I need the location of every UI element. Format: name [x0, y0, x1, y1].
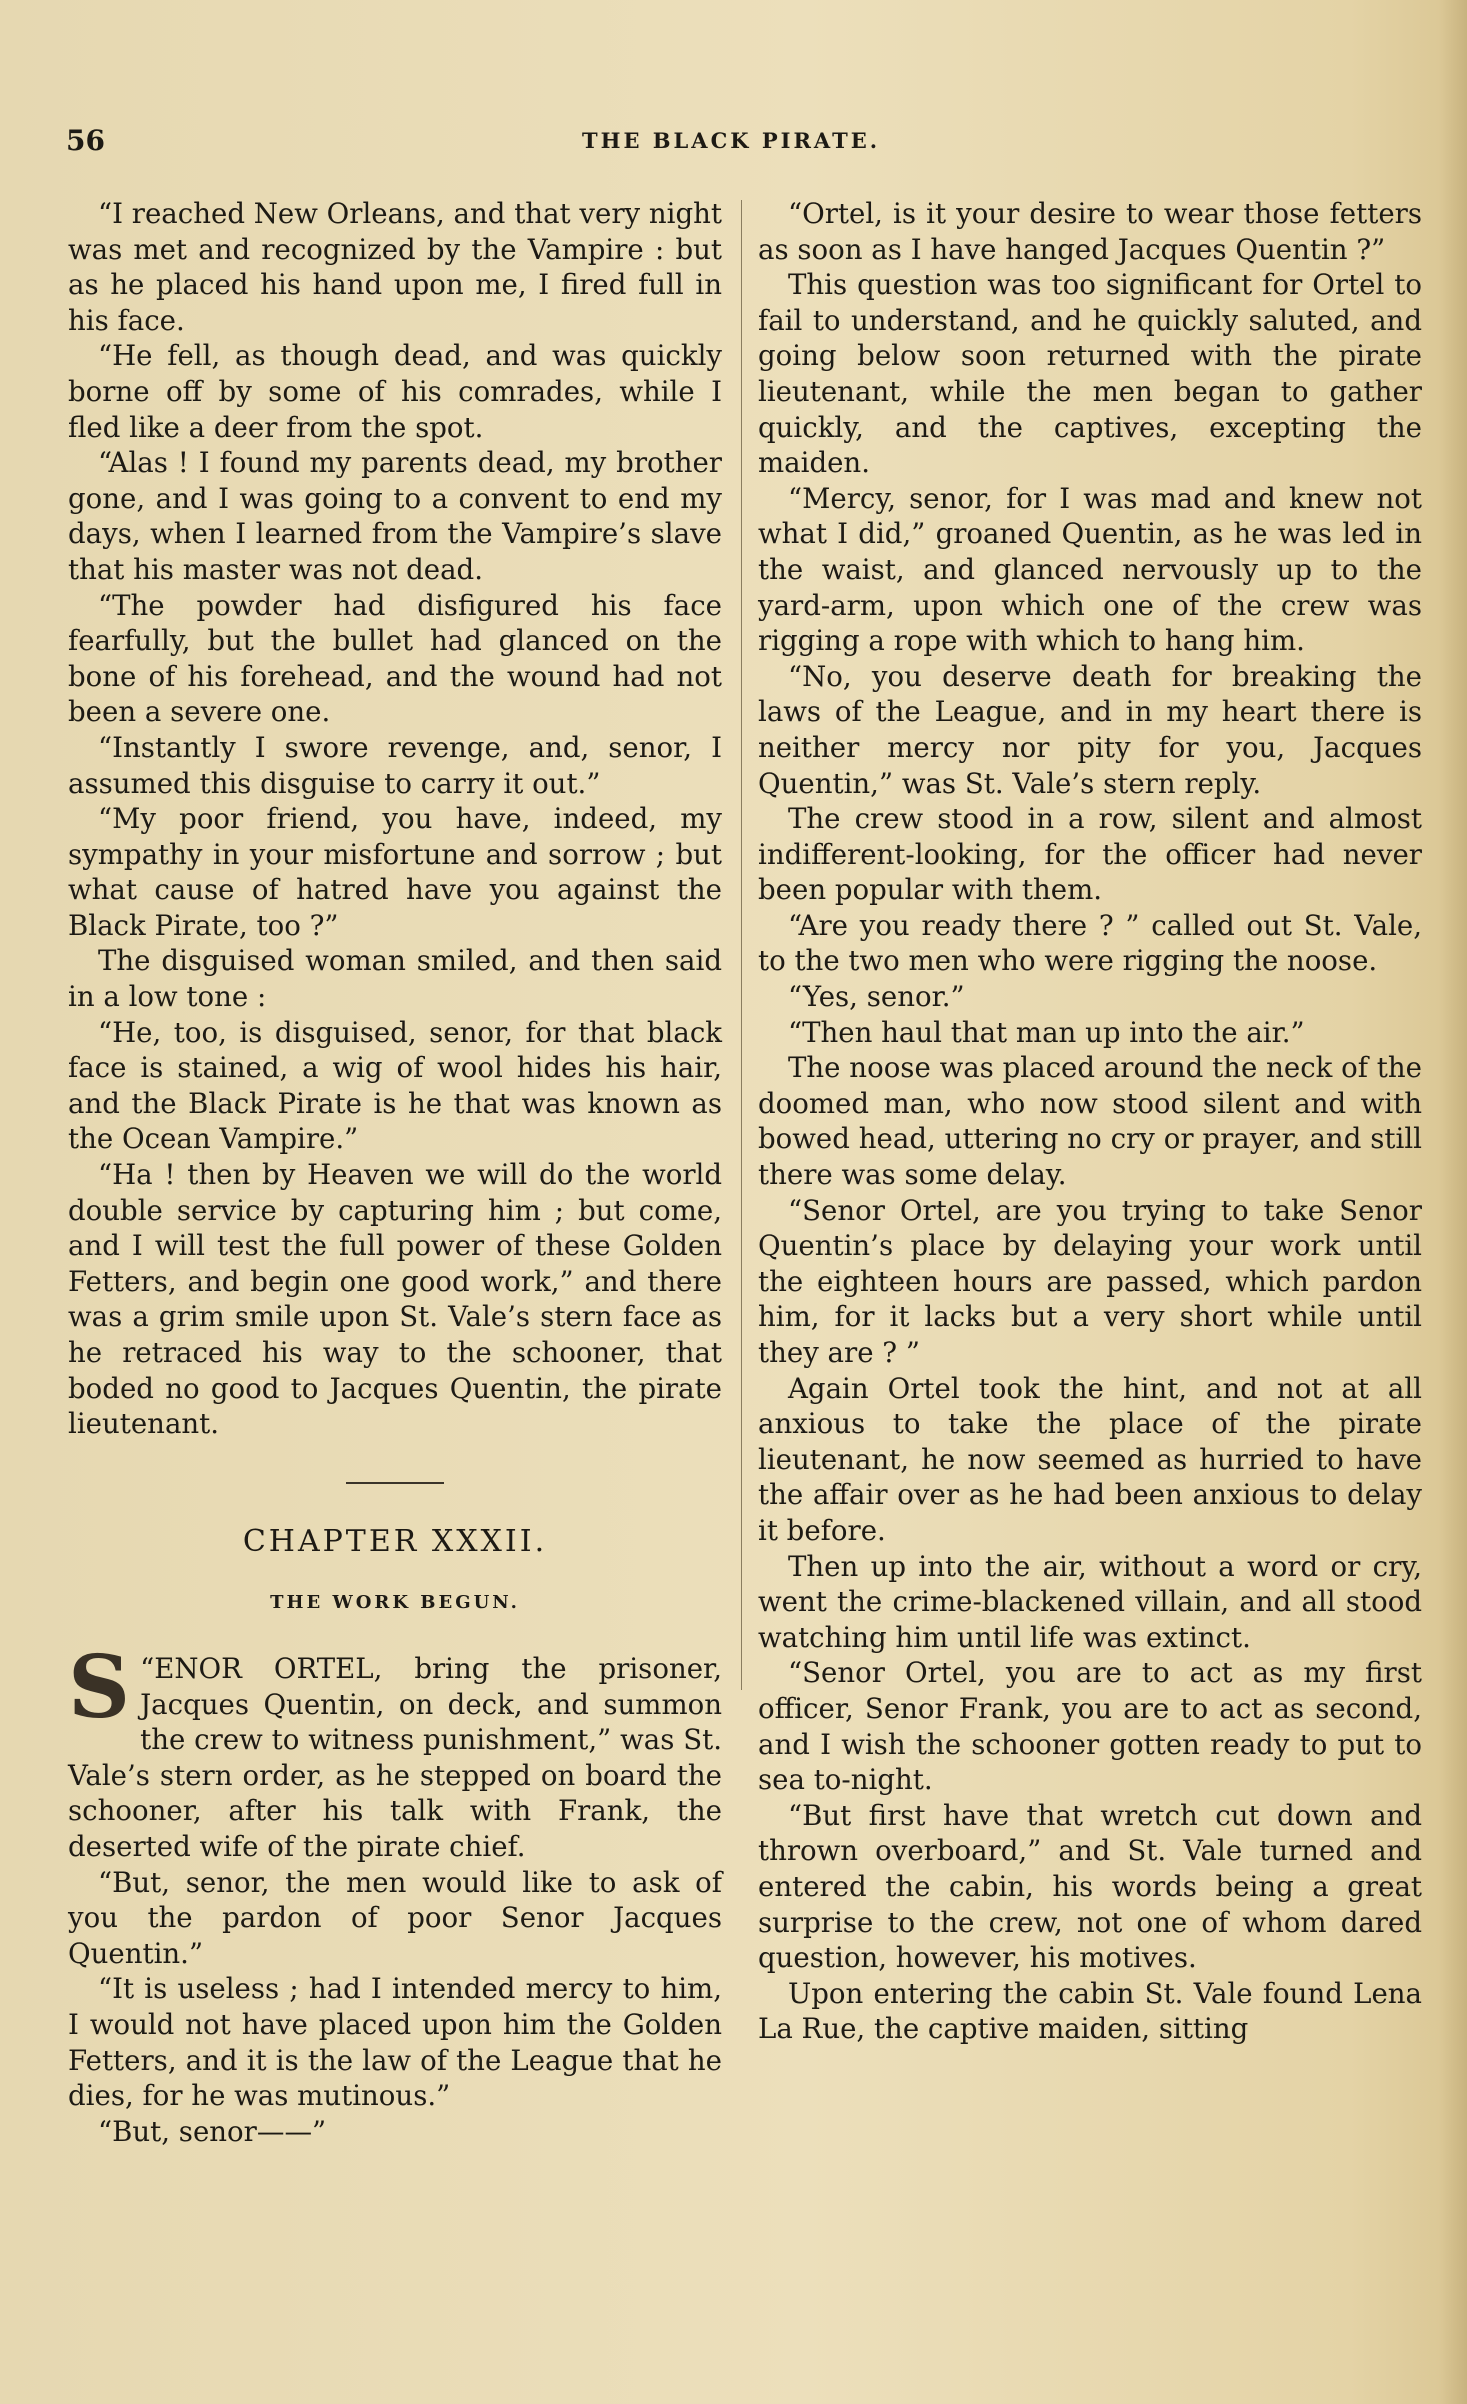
paragraph: “I reached New Orleans, and that very night was met and recognized by the Vampire : but as he placed his hand upon me, I fired full in his face. [68, 197, 722, 337]
paragraph: “Ortel, is it your desire to wear those fetters as soon as I have hanged Jacques Quentin ?” [758, 197, 1422, 266]
paragraph: “He, too, is disguised, senor, for that black face is stained, a wig of wool hides his hair, and the Black Pirate is he that was known as the Ocean Vampire.” [68, 1015, 722, 1156]
paragraph: Again Ortel took the hint, and not at all anxious to take the place of the pirate lieutenant, he now seemed as hurried to have the affair over as he had been anxious to delay it before. [758, 1371, 1422, 1547]
paragraph: “He fell, as though dead, and was quickly borne off by some of his comrades, while I fled like a deer from the spot. [68, 339, 722, 444]
paragraph: “But first have that wretch cut down and thrown overboard,” and St. Vale turned and entered the cabin, his words being a great surprise to the crew, not one of whom dared question, however, his motives. [758, 1798, 1422, 1975]
paragraph: “Alas ! I found my parents dead, my brother gone, and I was going to a convent to end my days, when I learned from the Vampire’s slave that his master was not dead. [68, 446, 722, 586]
paragraph: The noose was placed around the neck of the doomed man, who now stood silent and with bowed head, uttering no cry or prayer, and still there was some delay. [758, 1051, 1422, 1192]
paragraph: “Mercy, senor, for I was mad and knew not what I did,” groaned Quentin, as he was led in the waist, and glanced nervously up to the yard-arm, upon which one of the crew was rigging a rope with which to hang him. [758, 481, 1422, 658]
paragraph: The crew stood in a row, silent and almost indifferent-looking, for the officer had never been popular with them. [758, 802, 1422, 907]
page-edge-shadow [1439, 0, 1467, 2404]
running-title: THE BLACK PIRATE. [581, 128, 881, 153]
chapter-subtitle: THE WORK BEGUN. [270, 1592, 520, 1614]
paragraph: “The powder had disfigured his face fearfully, but the bullet had glanced on the bone of his forehead, and the wound had not been a severe one. [68, 588, 722, 729]
paragraph: “Instantly I swore revenge, and, senor, I assumed this disguise to carry it out.” [68, 730, 722, 800]
drop-cap: S [68, 1636, 131, 1738]
section-divider [346, 1482, 444, 1484]
paragraph: “No, you deserve death for breaking the laws of the League, and in my heart there is neither mercy nor pity for you, Jacques Quentin,” was St. Vale’s stern reply. [758, 659, 1422, 800]
page-header [66, 124, 1396, 164]
paragraph: “Then haul that man up into the air.” [788, 1015, 1305, 1049]
paragraph: Then up into the air, without a word or cry, went the crime-blackened villain, and all stood watching him until life was extinct. [758, 1549, 1422, 1654]
paragraph: “Are you ready there ? ” called out St. Vale, to the two men who were rigging the noose. [758, 908, 1422, 978]
chapter-title: CHAPTER XXXII. [242, 1523, 548, 1559]
paragraph: “Senor Ortel, are you trying to take Senor Quentin’s place by delaying your work until the eighteen hours are passed, which pardon him, for it lacks but a very short while until they are ? ” [758, 1193, 1422, 1369]
paragraph: “But, senor——” [98, 2114, 327, 2148]
paragraph: “Ha ! then by Heaven we will do the world double service by capturing him ; but come, and I will test the full power of these Golden Fetters, and begin one good work,” and there was a grim smile upon St. Vale’s stern face as he retraced his way to the schooner, that boded no good to Jacques Quentin, the pirate lieutenant. [68, 1158, 722, 1441]
paragraph: This question was too significant for Ortel to fail to understand, and he quickly saluted, and going below soon returned with the pirate lieutenant, while the men began to gather quickly, and the captives, excepting the maiden. [758, 268, 1422, 480]
paragraph: “Yes, senor.” [788, 980, 965, 1014]
page-number: 56 [66, 124, 105, 157]
paragraph: “But, senor, the men would like to ask of you the pardon of poor Senor Jacques Quentin.” [68, 1865, 722, 1970]
column-rule [741, 200, 742, 1690]
paragraph: Upon entering the cabin St. Vale found Lena La Rue, the captive maiden, sitting [758, 1976, 1422, 2046]
opening-quote: “ [140, 1651, 155, 1685]
chapter-first-paragraph [68, 1636, 722, 1865]
right-column [758, 196, 1422, 2047]
paragraph: “Senor Ortel, you are to act as my first officer, Senor Frank, you are to act as second, and I wish the schooner gotten ready to put to sea to-night. [758, 1656, 1422, 1797]
paragraph: “It is useless ; had I intended mercy to him, I would not have placed upon him the Golden Fetters, and it is the law of the League that he dies, for he was mutinous.” [68, 1972, 722, 2113]
paragraph: The disguised woman smiled, and then said in a low tone : [68, 944, 722, 1014]
paragraph: “My poor friend, you have, indeed, my sympathy in your misfortune and sorrow ; but what cause of hatred have you against the Black Pirate, too ?” [68, 802, 722, 942]
first-paragraph-text: ENOR ORTEL, bring the prisoner, Jacques Quentin, on deck, and summon the crew to witness punishment,” was St. Vale’s stern order, as he stepped on board the schooner, after his talk with Frank, the deserted wife of the pirate chief. [68, 1651, 722, 1863]
left-column [68, 196, 722, 2149]
